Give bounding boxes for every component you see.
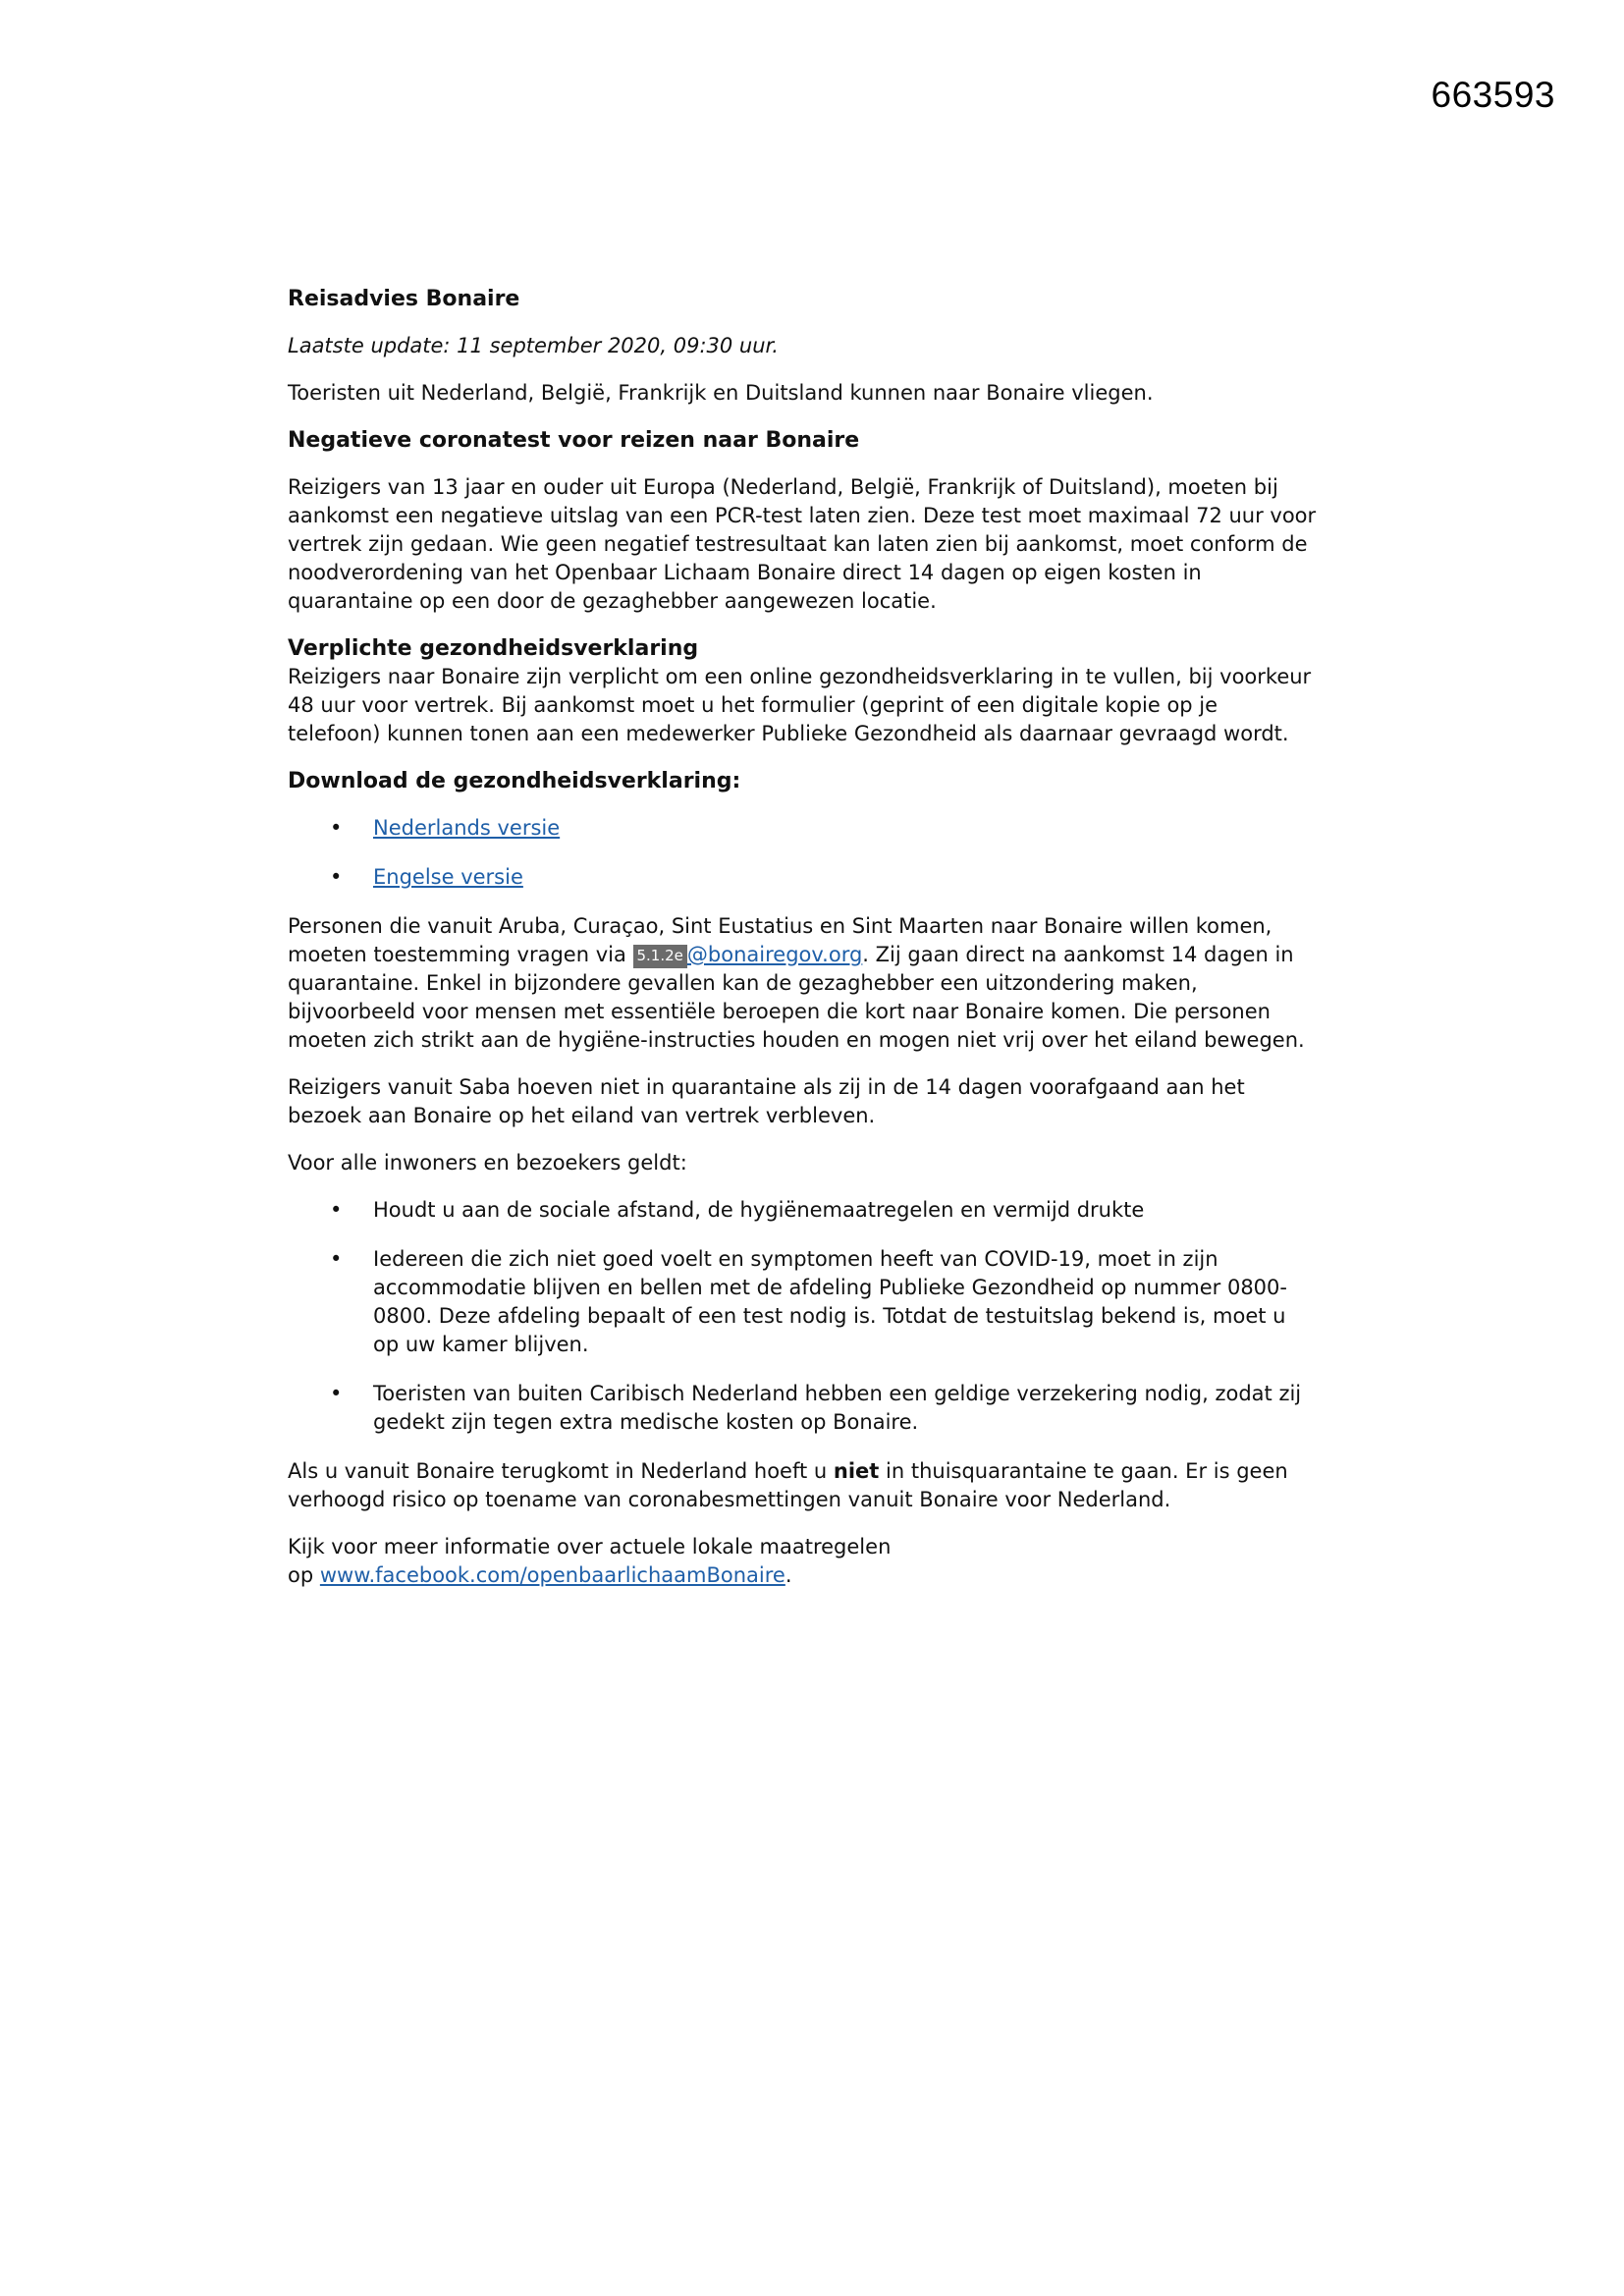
text-line: gedekt zijn tegen extra medische kosten op Bonaire.: [373, 1410, 919, 1434]
document-number: 663593: [1431, 75, 1555, 115]
link-nederlands-versie[interactable]: Nederlands versie: [373, 816, 561, 840]
text-line-part: op: [288, 1563, 320, 1587]
paragraph-caribbean-travel: [288, 912, 1368, 1055]
link-engelse-versie[interactable]: Engelse versie: [373, 865, 523, 889]
text-line: Reizigers van 13 jaar en ouder uit Europa (Nederland, België, Frankrijk of Duitsland), moeten bij: [288, 475, 1278, 499]
paragraph-more-info: [288, 1533, 1368, 1590]
text-line: Iedereen die zich niet goed voelt en symptomen heeft van COVID-19, moet in zijn: [373, 1247, 1218, 1271]
list-item: [288, 814, 1368, 843]
email-link[interactable]: @bonairegov.org: [686, 943, 863, 966]
text-line: op uw kamer blijven.: [373, 1333, 589, 1356]
section-heading-health-declaration: Verplichte gezondheidsverklaring: [288, 636, 699, 661]
page-title: Reisadvies Bonaire: [288, 287, 520, 311]
text-line: Houdt u aan de sociale afstand, de hygiënemaatregelen en vermijd drukte: [373, 1198, 1145, 1222]
paragraph-saba: [288, 1073, 1368, 1130]
text-line: Personen die vanuit Aruba, Curaçao, Sint Eustatius en Sint Maarten naar Bonaire willen komen,: [288, 914, 1272, 938]
text-line: quarantaine. Enkel in bijzondere gevallen kan de gezaghebber een uitzondering maken,: [288, 971, 1198, 995]
document-body: [288, 285, 1368, 1609]
text-line: aankomst een negatieve uitslag van een PCR-test laten zien. Deze test moet maximaal 72 uur voor: [288, 504, 1317, 527]
bullet-icon: •: [330, 865, 343, 889]
section-heading-coronatest: Negatieve coronatest voor reizen naar Bonaire: [288, 428, 860, 453]
text-line: Reizigers naar Bonaire zijn verplicht om een online gezondheidsverklaring in te vullen, bij voorkeur: [288, 665, 1312, 688]
text-line-part: Als u vanuit Bonaire terugkomt in Nederland hoeft u: [288, 1459, 834, 1483]
text-line: vertrek zijn gedaan. Wie geen negatief testresultaat kan laten zien bij aankomst, moet conform de: [288, 532, 1308, 556]
bullet-icon: •: [330, 816, 343, 840]
bullet-icon: •: [330, 1247, 343, 1271]
text-line: quarantaine op een door de gezaghebber aangewezen locatie.: [288, 589, 937, 613]
text-line: 48 uur voor vertrek. Bij aankomst moet u het formulier (geprint of een digitale kopie op je: [288, 693, 1218, 717]
text-line-part: moeten toestemming vragen via: [288, 943, 633, 966]
intro-paragraph: Toeristen uit Nederland, België, Frankrijk en Duitsland kunnen naar Bonaire vliegen.: [288, 381, 1154, 405]
text-line: Kijk voor meer informatie over actuele lokale maatregelen: [288, 1535, 892, 1558]
facebook-link[interactable]: www.facebook.com/openbaarlichaamBonaire: [319, 1563, 785, 1587]
rules-list: [288, 1196, 1368, 1437]
last-update: Laatste update: 11 september 2020, 09:30 uur.: [288, 334, 779, 357]
text-line: bezoek aan Bonaire op het eiland van vertrek verbleven.: [288, 1104, 876, 1127]
list-item: [288, 1196, 1368, 1225]
text-line-part: . Zij gaan direct na aankomst 14 dagen in: [862, 943, 1294, 966]
text-line: accommodatie blijven en bellen met de afdeling Publieke Gezondheid op nummer 0800-: [373, 1276, 1287, 1299]
text-line: noodverordening van het Openbaar Lichaam Bonaire direct 14 dagen op eigen kosten in: [288, 561, 1202, 584]
emphasis-text: niet: [833, 1459, 880, 1483]
text-line: verhoogd risico op toename van coronabesmettingen vanuit Bonaire voor Nederland.: [288, 1488, 1171, 1511]
list-item: [288, 1245, 1368, 1359]
text-line-part: in thuisquarantaine te gaan. Er is geen: [879, 1459, 1288, 1483]
redaction-box: 5.1.2e: [633, 945, 687, 968]
text-line-part: .: [785, 1563, 792, 1587]
paragraph-all-residents: Voor alle inwoners en bezoekers geldt:: [288, 1151, 687, 1175]
text-line: 0800. Deze afdeling bepaalt of een test nodig is. Totdat de testuitslag bekend is, moet u: [373, 1304, 1286, 1328]
bullet-icon: •: [330, 1382, 343, 1405]
download-list: [288, 814, 1368, 892]
paragraph-return-netherlands: [288, 1457, 1368, 1514]
bullet-icon: •: [330, 1198, 343, 1222]
list-item: [288, 863, 1368, 892]
paragraph-health-declaration: [288, 663, 1368, 748]
section-heading-download: Download de gezondheidsverklaring:: [288, 769, 741, 793]
list-item: [288, 1380, 1368, 1437]
text-line: Toeristen van buiten Caribisch Nederland hebben een geldige verzekering nodig, zodat zij: [373, 1382, 1302, 1405]
paragraph-coronatest: [288, 473, 1368, 616]
text-line: telefoon) kunnen tonen aan een medewerker Publieke Gezondheid als daarnaar gevraagd wordt.: [288, 722, 1289, 745]
text-line: Reizigers vanuit Saba hoeven niet in quarantaine als zij in de 14 dagen voorafgaand aan het: [288, 1075, 1245, 1099]
text-line: bijvoorbeeld voor mensen met essentiële beroepen die kort naar Bonaire komen. Die personen: [288, 1000, 1271, 1023]
text-line: moeten zich strikt aan de hygiëne-instructies houden en mogen niet vrij over het eiland bewegen.: [288, 1028, 1305, 1052]
